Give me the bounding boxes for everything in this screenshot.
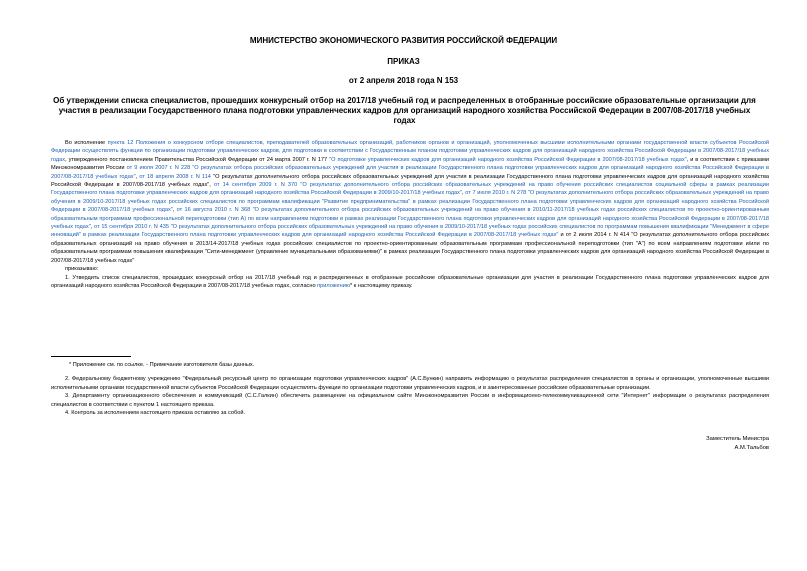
link-order-368[interactable]: от 16 августа 2010 г. N 368 "О результатах дополнительного отбора российских образовательных учреждений на право обучения в 2010/11-2017/18 учебных годах российских специалистов по проектно-ориентированным образовательным программам профессиональной переподготовки (тип А) по всем направлениям подготовки в рамках реализации Государственного плана подготовки управленческих кадров для организаций народного хозяйства Российской Федерации в 2007/08-2017/18 учебных годах" [51,207,769,231]
footnote-divider [51,356,131,357]
preamble-text: , [90,224,95,231]
preamble-text: и от 2 июля 2014 г. N 414 "О результатах дополнительного отбора российских образовательных организаций на право обучения в 2013/14-2017/18 учебных годах российских специалистов по проектно-ориентированным образовательным программам профессиональной переподготовки (тип "А") по всем направлениям подготовки и/или по образовательным программам повышения квалификации "Сити-менеджмент (управление муниципальными образованиями)" в рамках реализации Государственного плана подготовки управленческих кадров для организаций народного хозяйства Российской Федерации в 2007/08-2017/18 учебных годах" [51,232,769,264]
document-body [51,139,769,290]
order-word: приказываю: [65,266,99,273]
document-type: ПРИКАЗ [387,57,420,66]
item-3: 3. Департаменту организационного обеспечения и коммуникаций (С.С.Галкин) обеспечить размещение на официальном сайте Минэкономразвития России в информационно-телекоммуникационной сети "Интернет" информации о результатах распределения специалистов в соответствии с пунктом 1 настоящего приказа. [51,393,769,408]
footnote: * Приложение см. по ссылке. - Примечание изготовителя базы данных. [69,362,255,368]
signer-name: А.М.Тальбов [734,445,769,451]
link-order-278[interactable]: от 7 июля 2010 г. N 278 "О результатах дополнительного отбора российских образовательных учреждений на право обучения в 2009/10-2017/18 учебных годах российских специалистов по программам квалификации "Развитие предпринимательства" в рамках реализации Государственного плана подготовки управленческих кадров для организаций народного хозяйства Российской Федерации в 2007/08-2017/18 учебных годах" [51,190,769,214]
item-2: 2. Федеральному бюджетному учреждению "Федеральный ресурсный центр по организации подготовки управленческих кадров" (А.С.Бункин) направить информацию о результатах распределения специалистов в органы и организации, уполномоченные высшими исполнительными органами государственной власти субъектов Российской Федерации осуществлять функции по организации подготовки управленческих кадров, и в заинтересованные российские образовательные организации. [51,376,769,391]
signature-block [706,435,769,453]
preamble-text: Во исполнение [65,140,108,146]
link-order-228[interactable]: от 9 июля 2007 г. N 228 "О результатах отбора российских образовательных учреждений для участия в реализации Государственного плана подготовки управленческих кадров для организаций народного хозяйства Российской Федерации в 2007/08-2017/18 учебных годах" [51,165,769,180]
document-date-number: от 2 апреля 2018 года N 153 [348,76,459,85]
signer-position: Заместитель Министра [706,436,769,442]
link-regulation-item-12[interactable]: пункта 12 Положения о конкурсном отборе специалистов, преподавателей образовательных организаций, работников органов и организаций, уполномоченных высшими исполнительными органами государственной власти субъектов Российской Федерации осуществлять функции по организации подготовки управленческих кадров, для подготовки в соответствии с Государственным планом подготовки управленческих кадров для организаций народного хозяйства Российской Федерации в 2007/08-2017/18 учебных годах [51,140,769,163]
preamble-text: "О результатах дополнительного отбора российских образовательных учреждений для участия в реализации Государственного плана подготовки управленческих кадров для организаций народного хозяйства Российской Федерации в 2007/08-2017/18 учебных годах", [51,173,770,189]
link-order-114[interactable]: от 18 апреля 2008 г. N 114 [139,173,211,180]
ministry-heading: МИНИСТЕРСТВО ЭКОНОМИЧЕСКОГО РАЗВИТИЯ РОССИЙСКОЙ ФЕДЕРАЦИИ [249,36,558,45]
item-1-text: 1. Утвердить список специалистов, прошедших конкурсный отбор на 2017/18 учебный год и распределенных в отобранные российские образовательные организации для участия в реализации Государственного плана подготовки управленческих кадров для организаций народного хозяйства Российской Федерации в 2007/08-2017/18 учебных годах, согласно [51,274,769,289]
link-appendix[interactable]: приложению [317,282,351,289]
document-continuation [51,356,769,417]
preamble-text: , и в соответствии с приказами Минэкономразвития России [51,156,769,172]
preamble-paragraph [51,139,769,265]
link-decree-177[interactable]: "О подготовке управленческих кадров для организаций народного хозяйства Российской Федерации в 2007/08-2017/18 учебных годах" [329,156,687,163]
preamble-text: , утвержденного постановлением Правительства Российской Федерации от 24 марта 2007 г. N 177 [65,156,330,163]
preamble-text: , [461,190,466,197]
item-1-text: * к настоящему приказу. [350,282,413,289]
preamble-text: , [135,173,140,180]
link-order-435[interactable]: от 15 сентября 2010 г. N 435 "О результатах дополнительного отбора российских образовательных учреждений на право обучения в 2009/10-2017/18 учебных годах российских специалистов по программам повышения квалификации "Менеджмент в сфере инноваций" в рамках реализации Государственного плана подготовки управленческих кадров для организаций народного хозяйства Российской Федерации в 2007/08-2017/18 учебных годах" [51,224,769,239]
preamble-text: , [172,207,177,214]
link-order-370[interactable]: от 14 сентября 2009 г. N 370 "О результатах дополнительного отбора российских образовательных учреждений на право обучения российских специалистов социальной сферы в рамках реализации Государственного плана подготовки управленческих кадров для организаций народного хозяйства Российской Федерации в 2009/10-2017/18 учебных годах" [51,182,770,197]
item-4: 4. Контроль за исполнением настоящего приказа оставляю за собой. [65,410,246,417]
item-1 [51,274,769,291]
document-title: Об утверждении списка специалистов, прошедших конкурсный отбор на 2017/18 учебный год и распределенных в отобранные российские образовательные организации для участия в реализации Государственного плана подготовки управленческих кадров для организаций народного хозяйства Российской Федерации в 2007/08-2017/18 учебных годах [53,96,756,125]
